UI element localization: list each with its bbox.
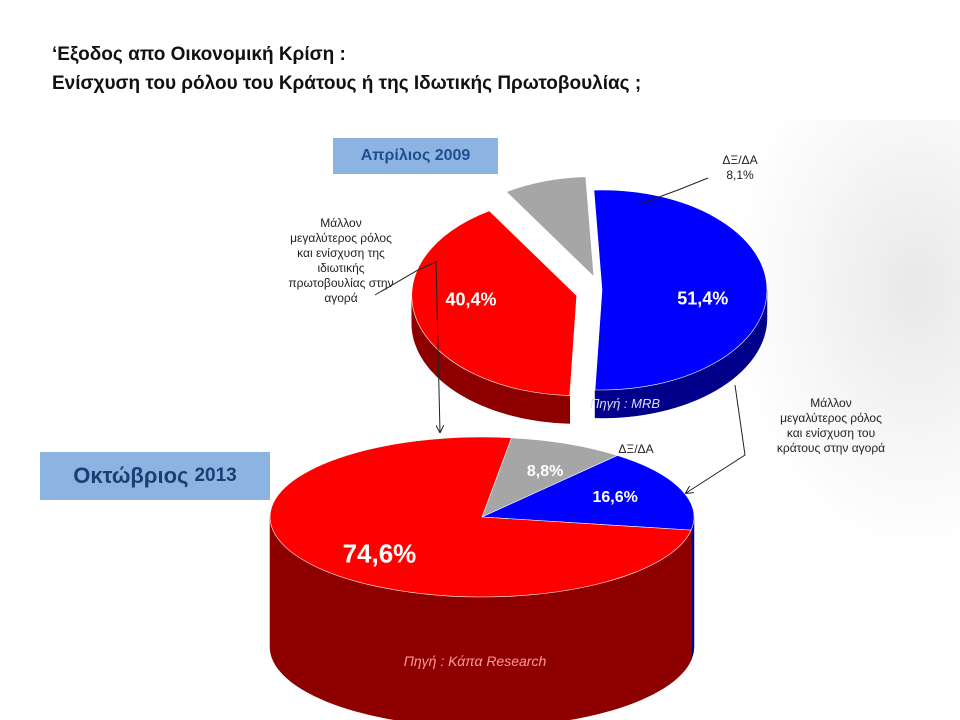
pie-april-2009-tops bbox=[412, 177, 767, 396]
title-line-1: ‘Εξοδος απο Οικονομική Κρίση : bbox=[52, 44, 346, 65]
pie-april-2009-source: Πηγή : MRB bbox=[589, 396, 661, 411]
pie-october-2013-slice-0-value-label: 8,8% bbox=[526, 462, 564, 480]
callout-private-line-4: ιδιωτικής bbox=[317, 261, 365, 275]
pie-april-2009-slice-1-value-label: 51,4% bbox=[677, 288, 729, 309]
badge-october-year: 2013 bbox=[194, 465, 237, 486]
callout-private-line-3: και ενίσχυση της bbox=[297, 246, 385, 260]
callout-state-line-3: και ενίσχυση του bbox=[786, 426, 876, 440]
pie-october-2013-source: Πηγή : Κάπα Research bbox=[403, 653, 547, 669]
callout-state-line-2: μεγαλύτερος ρόλος bbox=[780, 411, 882, 425]
callout-state-line-1: Μάλλον bbox=[810, 396, 852, 410]
callout-state-role bbox=[756, 396, 906, 456]
callout-dk-2013: ΔΞ/ΔΑ bbox=[618, 442, 654, 456]
state-callout-connector bbox=[686, 385, 745, 493]
callout-private-line-2: μεγαλύτερος ρόλος bbox=[290, 231, 392, 245]
callout-dk-2009-label: ΔΞ/ΔΑ bbox=[722, 153, 758, 167]
callout-private-line-1: Μάλλον bbox=[320, 216, 362, 230]
badge-october-month: Οκτώβριος bbox=[73, 463, 189, 488]
pie-october-2013-slice-1-value-label: 16,6% bbox=[592, 488, 638, 506]
callout-private-line-5: πρωτοβουλίας στην bbox=[288, 276, 394, 290]
callout-dk-2009-value: 8,1% bbox=[726, 168, 754, 182]
pie-april-2009-slice-2-value-label: 40,4% bbox=[445, 289, 497, 310]
callout-state-line-4: κράτους στην αγορά bbox=[776, 441, 886, 455]
pie-october-2013-slice-2-value-label: 74,6% bbox=[342, 538, 417, 569]
pie-october-2013 bbox=[270, 437, 694, 720]
title-line-2: Ενίσχυση του ρόλου του Κράτους ή της Ιδωτικής Πρωτοβουλίας ; bbox=[52, 73, 642, 94]
pie-october-2013-slice-1-side bbox=[691, 517, 694, 660]
callout-private-initiative bbox=[262, 216, 420, 306]
callout-private-line-6: αγορά bbox=[324, 291, 358, 305]
pie-october-2013-tops bbox=[270, 437, 694, 597]
callout-dk-2009 bbox=[708, 153, 772, 183]
badge-april-2009: Απρίλιος 2009 bbox=[333, 138, 498, 174]
pie-april-2009 bbox=[412, 177, 767, 424]
